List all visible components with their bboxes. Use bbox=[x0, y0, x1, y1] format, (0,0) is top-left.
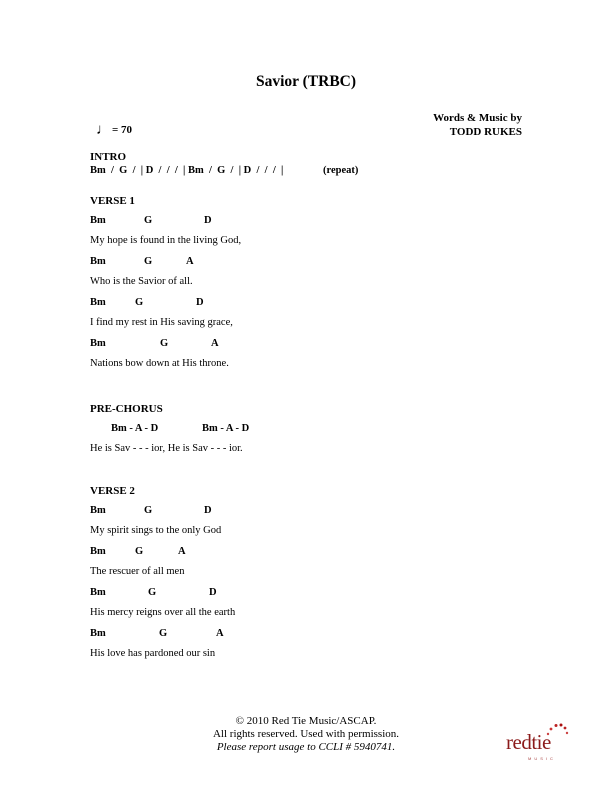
credit-label: Words & Music by bbox=[433, 112, 522, 124]
chord: A bbox=[178, 546, 186, 557]
lyric-line: Nations bow down at His throne. bbox=[90, 358, 229, 369]
chord: A bbox=[186, 256, 194, 267]
chord: A bbox=[211, 338, 219, 349]
section-label-verse-1: VERSE 1 bbox=[90, 195, 135, 207]
chord: Bm bbox=[90, 546, 106, 557]
songwriter-credit bbox=[433, 111, 522, 139]
quarter-note-icon: ♩ bbox=[96, 122, 111, 138]
chord: Bm bbox=[90, 215, 106, 226]
chord: G bbox=[135, 546, 144, 557]
chord: Bm bbox=[90, 297, 106, 308]
chord: Bm bbox=[90, 587, 106, 598]
lyric-line: I find my rest in His saving grace, bbox=[90, 317, 233, 328]
lyric-line: My spirit sings to the only God bbox=[90, 525, 222, 536]
chord: Bm bbox=[90, 628, 106, 639]
chord: G bbox=[159, 628, 168, 639]
chord: D bbox=[204, 215, 212, 226]
intro-repeat-note: (repeat) bbox=[323, 165, 359, 176]
chord: G bbox=[148, 587, 157, 598]
redtie-logo bbox=[506, 722, 576, 762]
chord: Bm bbox=[90, 505, 106, 516]
song-title: Savior (TRBC) bbox=[255, 73, 357, 90]
ccli-line: Please report usage to CCLI # 5940741. bbox=[216, 741, 396, 753]
section-label-intro: INTRO bbox=[90, 151, 127, 163]
copyright-line: © 2010 Red Tie Music/ASCAP. bbox=[235, 715, 377, 727]
intro-chords: Bm / G / | D / / / | Bm / G / | D / / / | bbox=[90, 165, 284, 176]
logo-subtext: MUSIC bbox=[528, 756, 556, 761]
chord: Bm - A - D bbox=[111, 423, 159, 434]
chord: G bbox=[144, 505, 153, 516]
chord: D bbox=[209, 587, 217, 598]
chord: D bbox=[196, 297, 204, 308]
logo-text: redtie bbox=[506, 730, 551, 754]
chord: G bbox=[135, 297, 144, 308]
lyric-line: Who is the Savior of all. bbox=[90, 276, 193, 287]
chord: Bm bbox=[90, 256, 106, 267]
section-label-verse-2: VERSE 2 bbox=[90, 485, 135, 497]
lyric-line: He is Sav - - - ior, He is Sav - - - ior. bbox=[90, 443, 243, 454]
tempo-marking bbox=[96, 122, 132, 139]
lyric-line: My hope is found in the living God, bbox=[90, 235, 242, 246]
section-label-pre-chorus: PRE-CHORUS bbox=[90, 403, 163, 415]
chord: G bbox=[144, 256, 153, 267]
lyric-line: The rescuer of all men bbox=[90, 566, 185, 577]
chord: G bbox=[160, 338, 169, 349]
chord: G bbox=[144, 215, 153, 226]
chord: A bbox=[216, 628, 224, 639]
chord: Bm - A - D bbox=[202, 423, 250, 434]
credit-author: TODD RUKES bbox=[449, 126, 522, 138]
chord: D bbox=[204, 505, 212, 516]
lyric-line: His love has pardoned our sin bbox=[90, 648, 216, 659]
lyric-line: His mercy reigns over all the earth bbox=[90, 607, 236, 618]
rights-line: All rights reserved. Used with permission. bbox=[212, 728, 400, 740]
chord: Bm bbox=[90, 338, 106, 349]
tempo-value: = 70 bbox=[112, 124, 133, 136]
